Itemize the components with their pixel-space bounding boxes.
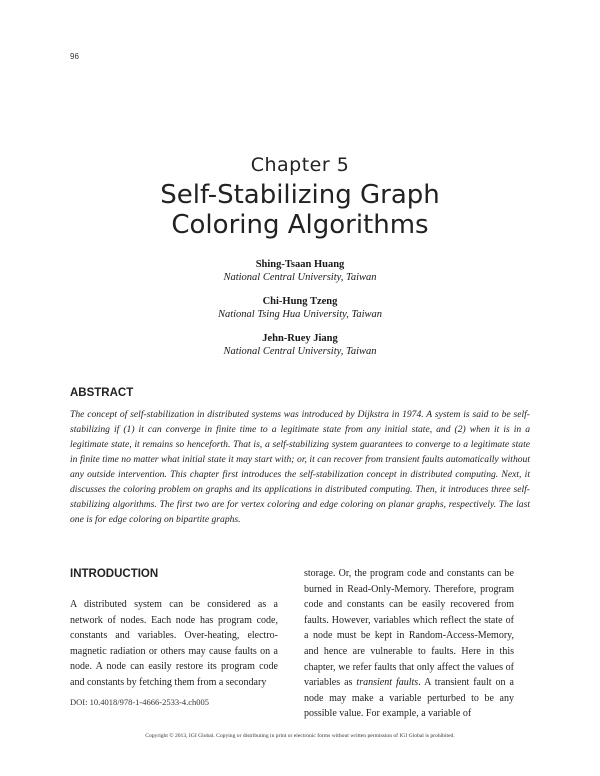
author-list <box>0 258 600 369</box>
chapter-title-line-2: Coloring Algorithms <box>171 210 429 240</box>
author-affiliation: National Tsing Hua University, Taiwan <box>217 309 383 320</box>
body-text: storage. Or, the program code and constants can be burned in Read-Only-Memory. Therefore, program code and constants can be easily recovered from faults. However, variables which reflect the state of a node must be kept in Random-Access-Memory, and hence are vulnerable to faults. Here in this chapter, we refer faults that only affect the values of variables as <box>304 568 514 689</box>
body-text: . A transient fault on a node may make a variable perturbed to be any possible value. For example, a variable of <box>304 677 514 720</box>
chapter-title <box>0 180 600 240</box>
chapter-label: Chapter 5 <box>250 154 350 176</box>
author-name: Jehn-Ruey Jiang <box>262 333 338 344</box>
introduction-left-column: A distributed system can be considered as a network of nodes. Each node has program code, constants and variables. Over-heating, electro-magnetic radiation or others may cause faults on a node. A node can easily restore its program code and constants by fetching them from a secondary <box>70 599 278 688</box>
author-affiliation: National Central University, Taiwan <box>223 346 377 357</box>
chapter-title-line-1: Self-Stabilizing Graph <box>160 180 440 210</box>
doi: DOI: 10.4018/978-1-4666-2533-4.ch005 <box>70 697 210 707</box>
emphasis-term: transient faults <box>356 677 419 689</box>
page-number: 96 <box>70 52 79 61</box>
author-name: Shing-Tsaan Huang <box>255 259 345 270</box>
author-name: Chi-Hung Tzeng <box>262 296 338 307</box>
abstract-text: The concept of self-stabilization in distributed systems was introduced by Dijkstra in 1974. A system is said to be self-stabilizing if (1) it can converge in finite time to a legitimate state from any initial state, and (2) when it is in a legitimate state, it remains so henceforth. That is, a self-stabilizing system guarantees to converge to a legitimate state in finite time no matter what initial state it may start with; or, it can recover from transient faults automatically without any outside intervention. This chapter first introduces the self-stabilization concept in distributed computing. Next, it discusses the coloring problem on graphs and its applications in distributed computing. Then, it introduces three self-stabilizing algorithms. The first two are for vertex coloring and edge coloring on planar graphs, respectively. The last one is for edge coloring on bipartite graphs. <box>70 409 530 525</box>
author-block <box>0 332 600 358</box>
author-block <box>0 295 600 321</box>
introduction-right-column <box>304 566 514 722</box>
copyright-notice: Copyright © 2013, IGI Global. Copying or distributing in print or electronic forms without written permission of IGI Global is prohibited. <box>145 733 455 739</box>
author-affiliation: National Central University, Taiwan <box>223 272 377 283</box>
author-block <box>0 258 600 284</box>
introduction-heading: INTRODUCTION <box>70 568 159 580</box>
abstract-heading: ABSTRACT <box>70 387 134 399</box>
